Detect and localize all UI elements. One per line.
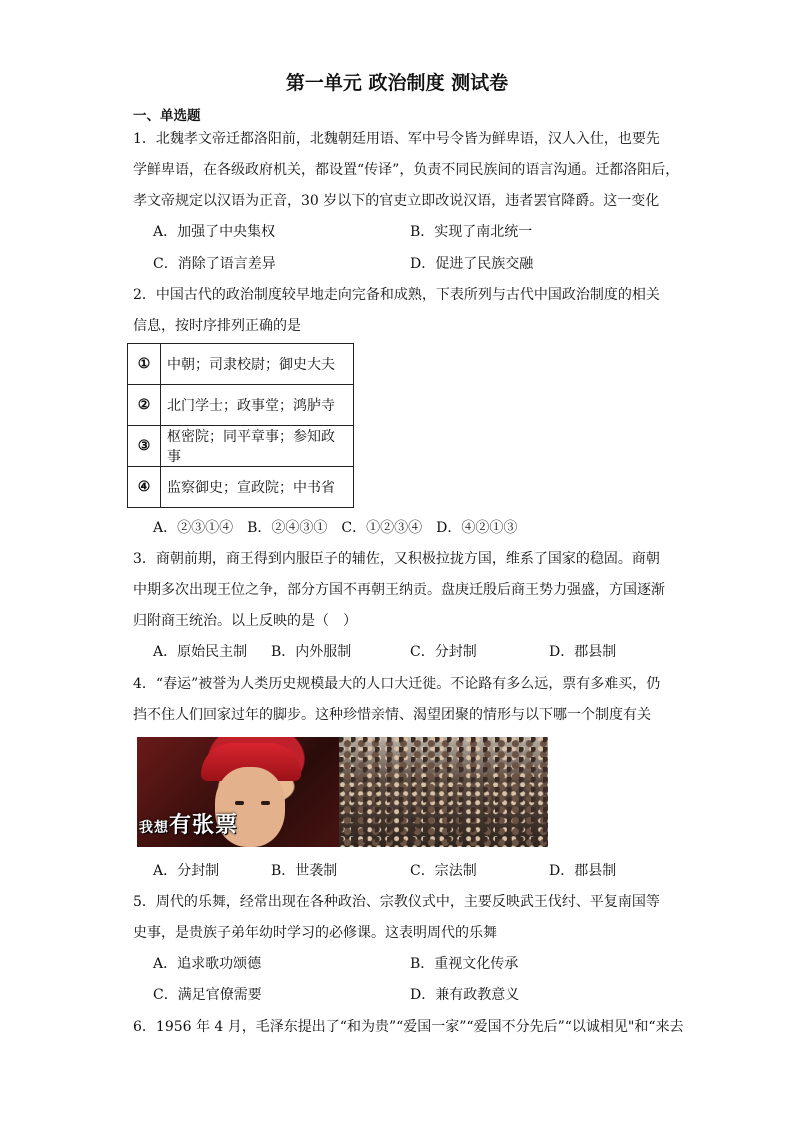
question-2-line-1: 2．中国古代的政治制度较早地走向完备和成熟，下表所列与古代中国政治制度的相关 <box>133 287 660 303</box>
table-row <box>128 426 354 467</box>
question-3-line-3: 归附商王统治。以上反映的是（ ） <box>133 613 357 629</box>
question-5-option-c[interactable]: C．满足官僚需要 <box>153 987 262 1003</box>
question-5-option-d[interactable]: D．兼有政教意义 <box>410 987 520 1003</box>
section-heading: 一、单选题 <box>133 108 201 124</box>
question-4-option-a[interactable]: A．分封制 <box>153 863 220 879</box>
table-row <box>128 344 354 385</box>
question-5-line-2: 史事，是贵族子弟年幼时学习的必修课。这表明周代的乐舞 <box>133 925 497 941</box>
question-5-option-b[interactable]: B．重视文化传承 <box>410 956 519 972</box>
page-title: 第一单元 政治制度 测试卷 <box>285 72 509 94</box>
question-5-option-a[interactable]: A．追求歌功颂德 <box>153 956 262 972</box>
question-1-line-3: 孝文帝规定以汉语为正音，30 岁以下的官吏立即改说汉语，违者罢官降爵。这一变化 <box>133 193 660 209</box>
image-caption-big: 有张票 <box>169 813 239 838</box>
table-cell-number: ② <box>128 385 161 426</box>
question-2-options[interactable]: A．②③①④ B．②④③① C．①②③④ D．④②①③ <box>153 520 518 536</box>
question-3-line-1: 3．商朝前期，商王得到内服臣子的辅佐，又积极拉拢方国，维系了国家的稳固。商朝 <box>133 551 660 567</box>
question-4-line-2: 挡不住人们回家过年的脚步。这种珍惜亲情、渴望团聚的情形与以下哪一个制度有关 <box>133 707 651 723</box>
table-cell-text: 中朝；司隶校尉；御史大夫 <box>161 344 354 385</box>
question-1-option-c[interactable]: C．消除了语言差异 <box>153 256 276 272</box>
table-cell-text: 监察御史；宣政院；中书省 <box>161 467 354 508</box>
question-6-line-1: 6．1956 年 4 月，毛泽东提出了“和为贵”“爱国一家”“爱国不分先后”“以诚相见"和“来去 <box>133 1019 684 1035</box>
question-1-option-d[interactable]: D．促进了民族交融 <box>410 256 534 272</box>
question-5-line-1: 5．周代的乐舞，经常出现在各种政治、宗教仪式中，主要反映武王伐纣、平复南国等 <box>133 894 660 910</box>
eye-shape <box>261 801 270 805</box>
image-caption-small: 我想 <box>139 820 169 836</box>
question-1-option-b[interactable]: B．实现了南北统一 <box>410 224 533 240</box>
question-2-line-2: 信息，按时序排列正确的是 <box>133 318 301 334</box>
table-cell-text: 枢密院；同平章事；参知政事 <box>161 426 354 467</box>
image-caption <box>139 808 238 839</box>
table-cell-text: 北门学士；政事堂；鸿胪寺 <box>161 385 354 426</box>
question-3-line-2: 中期多次出现王位之争，部分方国不再朝王纳贡。盘庚迁殷后商王势力强盛，方国逐渐 <box>133 582 665 598</box>
table-cell-number: ③ <box>128 426 161 467</box>
question-3-option-b[interactable]: B．内外服制 <box>271 644 352 660</box>
question-3-option-c[interactable]: C．分封制 <box>410 644 477 660</box>
table-row <box>128 385 354 426</box>
question-4-option-c[interactable]: C．宗法制 <box>410 863 477 879</box>
question-1-line-1: 1．北魏孝文帝迁都洛阳前，北魏朝廷用语、军中号令皆为鲜卑语，汉人入仕，也要先 <box>133 131 660 147</box>
table-cell-number: ① <box>128 344 161 385</box>
crowd-photo-image <box>339 737 548 847</box>
question-1-line-2: 学鲜卑语，在各级政府机关，都设置“传译”，负责不同民族间的语言沟通。迁都洛阳后， <box>133 162 680 178</box>
table-cell-number: ④ <box>128 467 161 508</box>
question-4-option-d[interactable]: D．郡县制 <box>549 863 617 879</box>
question-3-option-d[interactable]: D．郡县制 <box>549 644 617 660</box>
question-1-option-a[interactable]: A．加强了中央集权 <box>153 224 276 240</box>
question-4-option-b[interactable]: B．世袭制 <box>271 863 338 879</box>
table-row <box>128 467 354 508</box>
eye-shape <box>235 801 244 805</box>
question-4-line-1: 4．“春运”被誉为人类历史规模最大的人口大迁徙。不论路有多么远，票有多难买，仍 <box>133 676 661 692</box>
movie-still-image <box>137 737 354 847</box>
question-3-option-a[interactable]: A．原始民主制 <box>153 644 248 660</box>
question-2-table <box>127 343 354 508</box>
